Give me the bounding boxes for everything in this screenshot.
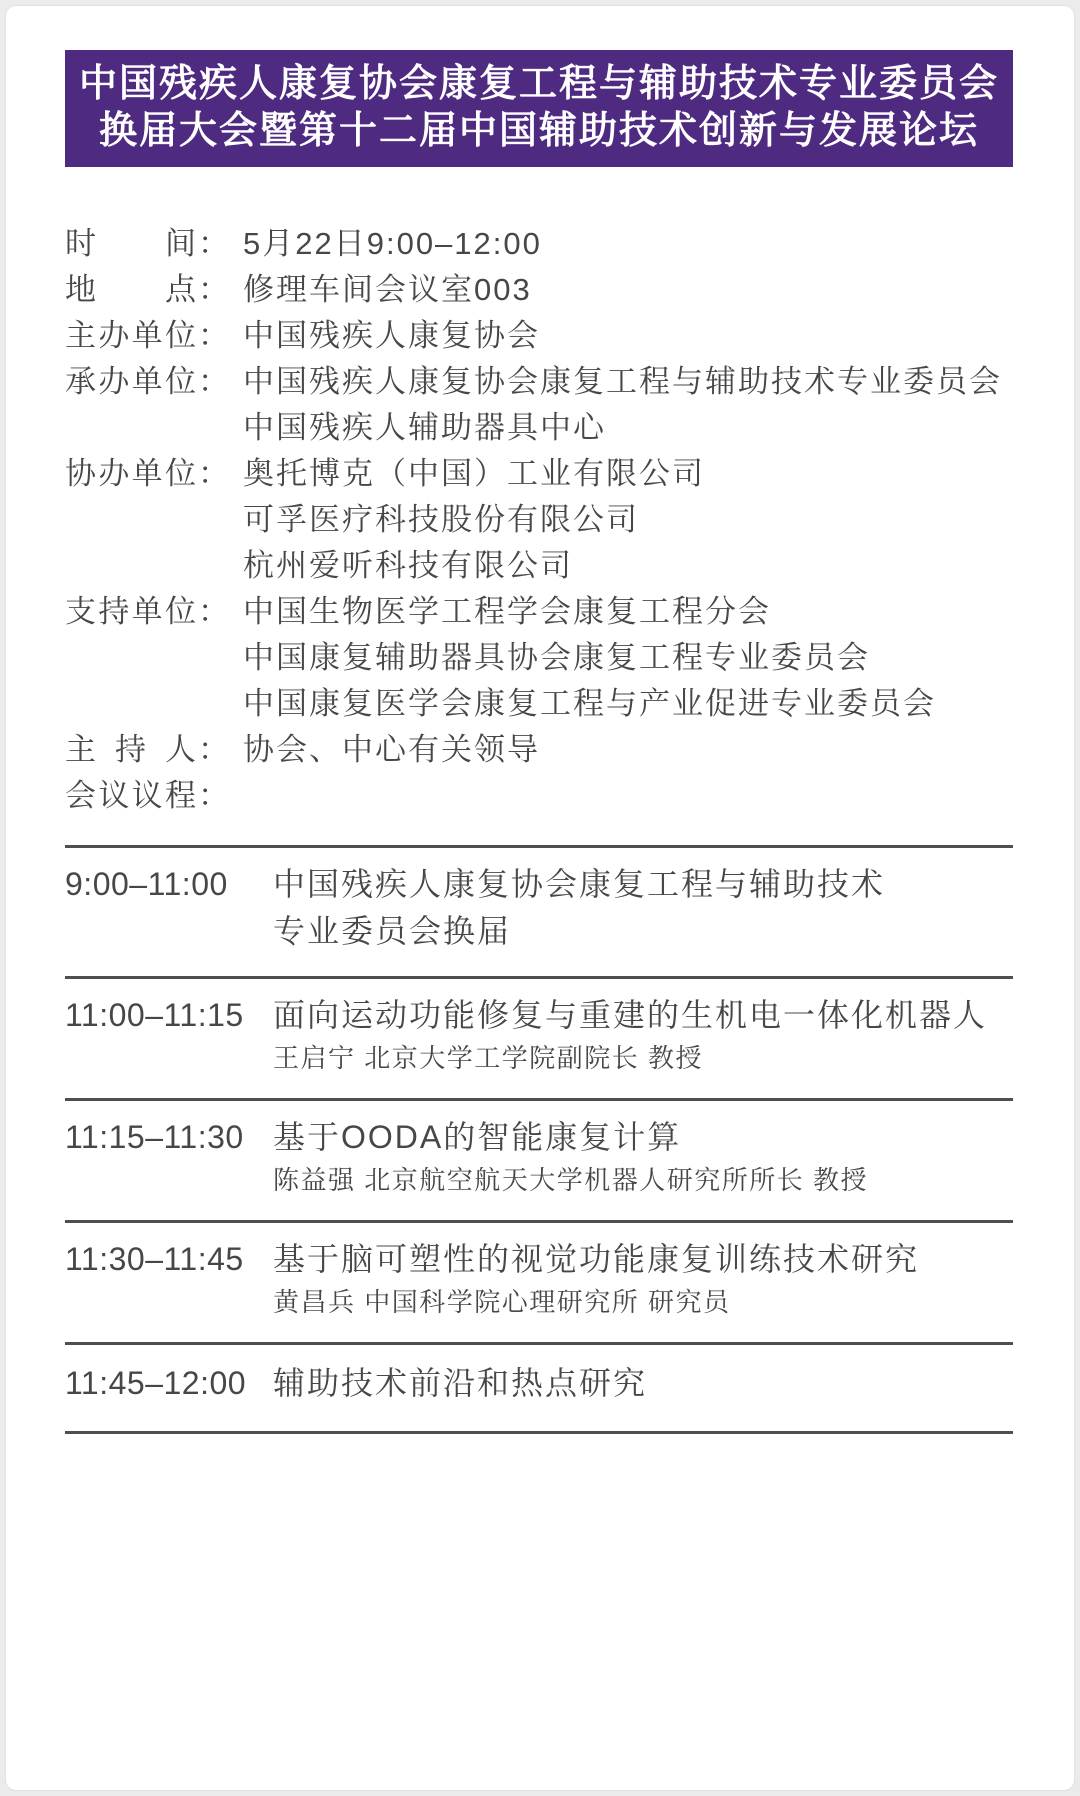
info-values (243, 313, 540, 359)
agenda-title: 面向运动功能修复与重建的生机电一体化机器人 (273, 997, 988, 1033)
agenda-time: 9:00–11:00 (65, 866, 228, 902)
info-label-text: 地点 (65, 272, 198, 307)
agenda-time: 11:45–12:00 (65, 1365, 247, 1401)
agenda-item-3 (65, 1101, 1013, 1220)
info-value-coorganizer: 杭州爱听科技有限公司 (243, 548, 573, 583)
agenda-speaker: 陈益强 北京航空航天大学机器人研究所所长 教授 (273, 1165, 868, 1195)
info-label (65, 359, 231, 405)
agenda-time: 11:30–11:45 (65, 1241, 244, 1277)
info-value-host: 中国残疾人康复协会 (243, 318, 540, 353)
info-value-organizer: 中国残疾人康复协会康复工程与辅助技术专业委员会 (243, 364, 1002, 399)
document-content (6, 6, 1074, 1434)
agenda-item-2 (65, 979, 1013, 1098)
info-row-coorganizer (65, 451, 1013, 589)
banner-title-line1: 中国残疾人康复协会康复工程与辅助技术专业委员会 (78, 63, 999, 105)
title-banner (65, 50, 1013, 167)
info-row-host (65, 313, 1013, 359)
agenda-speaker: 王启宁 北京大学工学院副院长 教授 (273, 1043, 703, 1073)
info-label-text: 主办单位 (65, 318, 198, 353)
colon: ： (198, 272, 231, 307)
colon: ： (198, 318, 231, 353)
info-label-text: 时间 (65, 226, 198, 261)
colon: ： (198, 226, 231, 261)
info-label (65, 727, 231, 773)
info-value-moderator: 协会、中心有关领导 (243, 732, 540, 767)
agenda-body (273, 992, 1013, 1077)
info-section (65, 221, 1013, 819)
info-label-text: 支持单位 (65, 594, 198, 629)
agenda-item-4 (65, 1223, 1013, 1342)
agenda-body (273, 861, 1013, 955)
info-row-organizer (65, 359, 1013, 451)
info-label-text: 承办单位 (65, 364, 198, 399)
info-value-coorganizer: 可孚医疗科技股份有限公司 (243, 502, 639, 537)
info-value-location: 修理车间会议室003 (243, 272, 532, 307)
agenda-time: 11:15–11:30 (65, 1119, 244, 1155)
agenda-section (65, 845, 1013, 1434)
agenda-body (273, 1360, 1013, 1407)
agenda-time: 11:00–11:15 (65, 997, 244, 1033)
info-row-supporter (65, 589, 1013, 727)
info-row-time (65, 221, 1013, 267)
agenda-body (273, 1114, 1013, 1199)
info-label (65, 221, 231, 267)
info-label (65, 589, 231, 635)
document-card (6, 6, 1074, 1790)
agenda-title: 基于脑可塑性的视觉功能康复训练技术研究 (273, 1241, 920, 1277)
info-label-text: 协办单位 (65, 456, 198, 491)
agenda-body (273, 1236, 1013, 1321)
agenda-item-1 (65, 848, 1013, 976)
agenda-item-5 (65, 1345, 1013, 1431)
colon: ： (198, 778, 231, 813)
info-label (65, 451, 231, 497)
info-value-coorganizer: 奥托博克（中国）工业有限公司 (243, 456, 705, 491)
divider (65, 1431, 1013, 1434)
info-row-moderator (65, 727, 1013, 773)
info-label (65, 313, 231, 359)
info-label-text: 主持人 (65, 732, 198, 767)
info-values (243, 267, 532, 313)
agenda-title: 基于OODA的智能康复计算 (273, 1119, 682, 1155)
info-row-location (65, 267, 1013, 313)
colon: ： (198, 594, 231, 629)
info-values (243, 451, 705, 589)
agenda-title: 中国残疾人康复协会康复工程与辅助技术 (273, 866, 886, 902)
info-value-supporter: 中国生物医学工程学会康复工程分会 (243, 594, 771, 629)
colon: ： (198, 732, 231, 767)
agenda-title: 专业委员会换届 (273, 913, 512, 949)
info-values (243, 589, 936, 727)
info-value-time: 5月22日9:00–12:00 (243, 226, 542, 261)
colon: ： (198, 456, 231, 491)
info-values (243, 727, 540, 773)
info-label (65, 773, 231, 819)
info-values (243, 359, 1002, 451)
colon: ： (198, 364, 231, 399)
info-value-supporter: 中国康复辅助器具协会康复工程专业委员会 (243, 640, 870, 675)
banner-title-line2: 换届大会暨第十二届中国辅助技术创新与发展论坛 (98, 110, 979, 152)
info-values (243, 221, 542, 267)
info-value-supporter: 中国康复医学会康复工程与产业促进专业委员会 (243, 686, 936, 721)
info-row-agenda-heading (65, 773, 1013, 819)
agenda-speaker: 黄昌兵 中国科学院心理研究所 研究员 (273, 1287, 731, 1317)
info-value-organizer: 中国残疾人辅助器具中心 (243, 410, 606, 445)
info-label (65, 267, 231, 313)
agenda-title: 辅助技术前沿和热点研究 (273, 1365, 648, 1401)
info-label-text: 会议议程 (65, 778, 198, 813)
